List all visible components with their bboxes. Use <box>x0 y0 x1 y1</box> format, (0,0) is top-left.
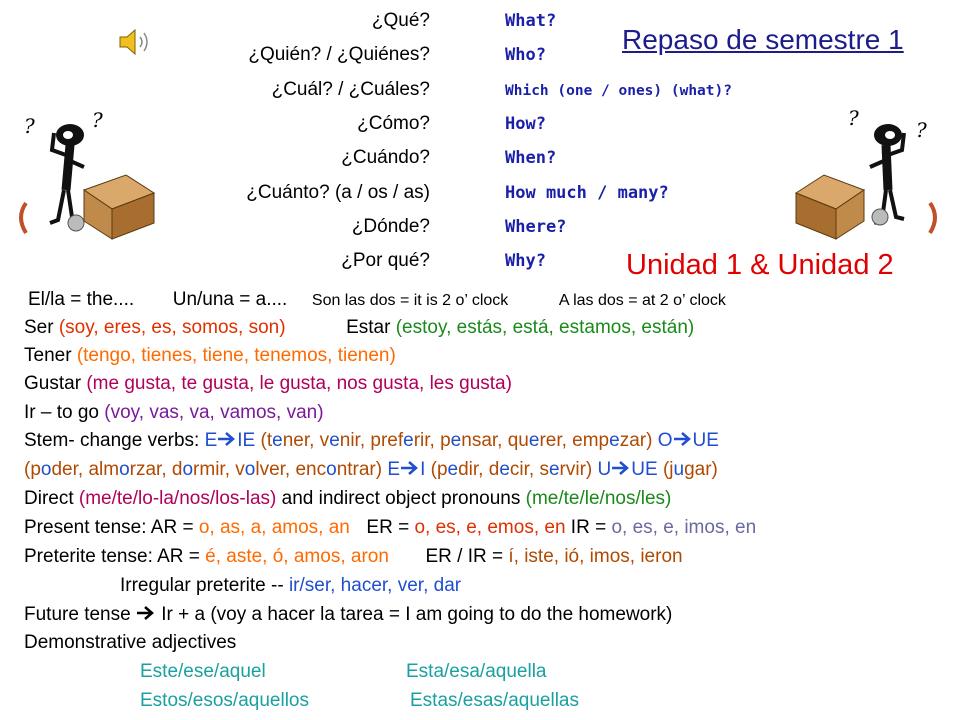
article-indefinite: Un/una = a.... <box>172 289 288 310</box>
pronouns-direct: (me/te/lo-la/nos/los-las) <box>78 488 277 509</box>
arrow-right-icon <box>217 430 237 448</box>
stem-verb-part: der, alm <box>51 459 120 480</box>
question-en: What? <box>505 11 557 31</box>
ser-estar-row <box>24 317 694 339</box>
preterite-er-label: ER / IR = <box>425 546 504 567</box>
question-en: Where? <box>505 217 567 237</box>
question-en: When? <box>505 148 557 168</box>
stem-verb-part: rer, emp <box>539 430 610 451</box>
stem-verb-part: lver, enc <box>255 459 327 480</box>
time-note-2: A las dos = at 2 o’ clock <box>558 292 726 309</box>
future-text: Ir + a (voy a hacer la tarea = I am going to do the homework) <box>161 604 673 625</box>
tener-forms: (tengo, tienes, tiene, tenemos, tienen) <box>76 345 396 366</box>
stem-verb-part: (j <box>662 459 674 480</box>
present-label: Present tense: <box>24 517 147 538</box>
pronouns-label-indirect: and indirect object pronouns <box>281 488 521 509</box>
gustar-forms: (me gusta, te gusta, le gusta, nos gusta, les gusta) <box>86 373 512 394</box>
question-en: Which (one / ones) (what)? <box>505 83 732 99</box>
irregular-label: Irregular preterite -- <box>120 575 284 596</box>
estar-forms: (estoy, estás, está, estamos, están) <box>395 317 695 338</box>
stem-vowel: o <box>244 459 256 480</box>
stem-verb-part: nir, pref <box>339 430 404 451</box>
tener-label: Tener <box>24 345 72 366</box>
stem-verb-part: ntrar) <box>336 459 383 480</box>
question-en: How much / many? <box>505 183 669 203</box>
stem-verb-part: rmir, v <box>193 459 245 480</box>
question-es: ¿Dónde? <box>351 216 430 237</box>
demonstrative-masc-sing: Este/ese/aquel <box>140 661 266 682</box>
stem-e-from: E <box>204 430 218 451</box>
ir-forms: (voy, vas, va, vamos, van) <box>104 402 324 423</box>
gustar-row <box>24 373 512 395</box>
stem-change-row-2 <box>24 459 718 481</box>
stem-vowel: o <box>182 459 194 480</box>
thinker-figure-icon <box>790 105 940 245</box>
demonstrative-masc-pl: Estos/esos/aquellos <box>140 690 309 711</box>
present-er-label: ER = <box>366 517 410 538</box>
arrow-right-icon <box>400 459 420 477</box>
pronouns-label-direct: Direct <box>24 488 74 509</box>
stem-label: Stem- change verbs: <box>24 430 200 451</box>
question-es: ¿Cuándo? <box>341 147 430 168</box>
stem-e-to: IE <box>237 430 256 451</box>
question-es: ¿Quién? / ¿Quiénes? <box>248 44 430 65</box>
stem-vowel: e <box>329 430 340 451</box>
stem-e-verbs-open: (t <box>260 430 273 451</box>
question-es: ¿Cuál? / ¿Cuáles? <box>271 79 430 100</box>
stem-vowel: u <box>673 459 685 480</box>
future-label: Future tense <box>24 604 131 625</box>
stem-verb-part: zar) <box>619 430 653 451</box>
articles-time-row <box>28 289 726 312</box>
svg-text:?: ? <box>848 106 859 130</box>
stem-verb-part: rzar, d <box>129 459 183 480</box>
present-tense-row <box>24 517 756 539</box>
article-definite: El/la = the.... <box>28 289 135 310</box>
stem-verb-part: ner, v <box>282 430 330 451</box>
stem-vowel: o <box>326 459 337 480</box>
unit-subtitle: Unidad 1 & Unidad 2 <box>626 249 894 281</box>
time-note-1: Son las dos = it is 2 o’ clock <box>311 292 509 309</box>
stem-e2-from: E <box>387 459 401 480</box>
arrow-right-icon <box>136 604 156 622</box>
future-tense-row <box>24 604 672 626</box>
stem-o-from: O <box>657 430 673 451</box>
stem-verb-part: dir, d <box>458 459 500 480</box>
stem-verb-part: gar) <box>684 459 718 480</box>
page-title: Repaso de semestre 1 <box>622 24 904 55</box>
question-es: ¿Cuánto? (a / os / as) <box>246 182 430 203</box>
preterite-label: Preterite tense: <box>24 546 153 567</box>
stem-vowel: e <box>272 430 283 451</box>
preterite-er-endings: í, iste, ió, imos, ieron <box>508 546 683 567</box>
ir-label: Ir – to go <box>24 402 99 423</box>
pronouns-indirect: (me/te/le/nos/les) <box>525 488 672 509</box>
demonstrative-label: Demonstrative adjectives <box>24 632 237 653</box>
stem-verb-part: rvir) <box>559 459 593 480</box>
stem-vowel: e <box>548 459 560 480</box>
preterite-ar-label: AR = <box>157 546 200 567</box>
estar-label: Estar <box>346 317 391 338</box>
question-es: ¿Cómo? <box>357 113 430 134</box>
stem-vowel: e <box>499 459 510 480</box>
gustar-label: Gustar <box>24 373 82 394</box>
stem-vowel: e <box>450 430 462 451</box>
stem-u-to: UE <box>631 459 658 480</box>
stem-o-to: UE <box>692 430 719 451</box>
irregular-preterite-row <box>120 575 461 597</box>
stem-verb-part: nsar, qu <box>461 430 529 451</box>
stem-vowel: e <box>528 430 540 451</box>
stem-vowel: e <box>609 430 620 451</box>
pronouns-row <box>24 488 671 510</box>
svg-text:?: ? <box>92 108 103 132</box>
arrow-right-icon <box>611 459 631 477</box>
stem-vowel: o <box>119 459 130 480</box>
question-en: Who? <box>505 45 546 65</box>
question-es: ¿Por qué? <box>341 250 430 271</box>
question-en: Why? <box>505 251 546 271</box>
tener-row <box>24 345 396 367</box>
stem-e2-to: I <box>420 459 426 480</box>
present-ar-label: AR = <box>150 517 194 538</box>
stem-vowel: e <box>403 430 414 451</box>
demonstrative-fem-pl: Estas/esas/aquellas <box>410 690 579 711</box>
ser-label: Ser <box>24 317 54 338</box>
demonstrative-fem-sing: Esta/esa/aquella <box>406 661 547 682</box>
stem-verb-part: rir, p <box>413 430 451 451</box>
stem-vowel: e <box>447 459 459 480</box>
svg-text:?: ? <box>916 118 927 142</box>
question-en: How? <box>505 114 546 134</box>
question-es: ¿Qué? <box>371 10 430 31</box>
arrow-right-icon <box>673 430 693 448</box>
thinker-figure-icon <box>14 105 164 245</box>
stem-change-row-1 <box>24 430 719 452</box>
ir-row <box>24 402 324 424</box>
stem-verb-part: (p <box>24 459 41 480</box>
stem-verb-part: (p <box>430 459 448 480</box>
stem-verb-part: cir, s <box>509 459 549 480</box>
stem-u-from: U <box>597 459 612 480</box>
present-ir-label: IR = <box>570 517 607 538</box>
present-ir-endings: o, es, e, imos, en <box>611 517 757 538</box>
present-er-endings: o, es, e, emos, en <box>414 517 566 538</box>
present-ar-endings: o, as, a, amos, an <box>198 517 350 538</box>
ser-forms: (soy, eres, es, somos, son) <box>58 317 286 338</box>
svg-text:?: ? <box>24 114 35 138</box>
preterite-ar-endings: é, aste, ó, amos, aron <box>205 546 389 567</box>
stem-vowel: o <box>40 459 52 480</box>
irregular-verbs: ir/ser, hacer, ver, dar <box>288 575 462 596</box>
preterite-tense-row <box>24 546 683 568</box>
